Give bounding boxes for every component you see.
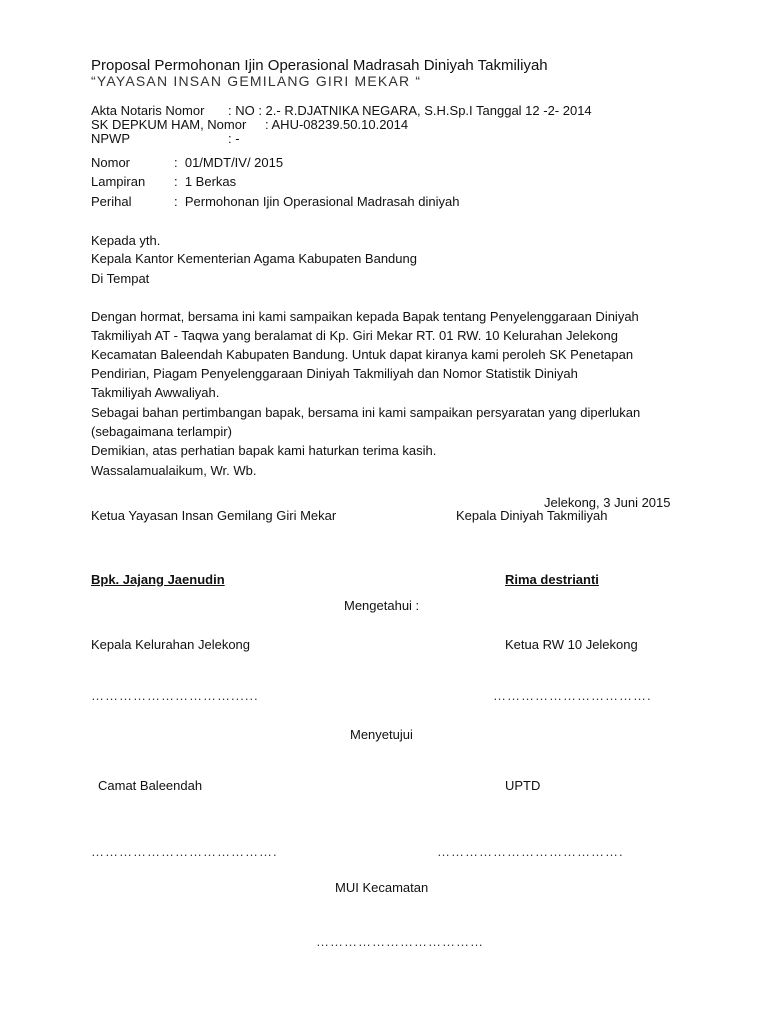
- sk-value: : AHU-08239.50.10.2014: [265, 117, 409, 132]
- signature-line-rw: …………………………….: [493, 688, 652, 703]
- signature-line-camat: ………………………………….: [91, 844, 278, 859]
- sk-label: SK DEPKUM HAM, Nomor: [91, 117, 247, 132]
- document-title: Proposal Permohonan Ijin Operasional Madrasah Diniyah Takmiliyah: [91, 57, 548, 74]
- kelurahan-title: Kepala Kelurahan Jelekong: [91, 637, 251, 652]
- mengetahui-heading: Mengetahui :: [344, 598, 420, 613]
- akta-value: : NO : 2.- R.DJATNIKA NEGARA, S.H.Sp.I Tanggal 12 -2- 2014: [228, 103, 592, 118]
- body-line: Sebagai bahan pertimbangan bapak, bersama ini kami sampaikan persyaratan yang diperlukan: [91, 405, 641, 420]
- nomor-label: Nomor: [91, 155, 131, 170]
- perihal-label: Perihal: [91, 194, 132, 209]
- body-line: Kecamatan Baleendah Kabupaten Bandung. Untuk dapat kiranya kami peroleh SK Penetapan: [91, 347, 634, 362]
- body-line: Dengan hormat, bersama ini kami sampaikan kepada Bapak tentang Penyelenggaraan Diniyah: [91, 309, 639, 324]
- mui-title: MUI Kecamatan: [335, 880, 429, 895]
- menyetujui-heading: Menyetujui: [350, 727, 413, 742]
- body-line: Pendirian, Piagam Penyelenggaraan Diniyah Takmiliyah dan Nomor Statistik Diniyah: [91, 366, 578, 381]
- perihal-value: : Permohonan Ijin Operasional Madrasah diniyah: [174, 194, 460, 209]
- body-line: Takmiliyah Awwaliyah.: [91, 385, 220, 400]
- body-line: Wassalamualaikum, Wr. Wb.: [91, 463, 257, 478]
- signatory-name-left: Bpk. Jajang Jaenudin: [91, 572, 225, 587]
- uptd-title: UPTD: [505, 778, 541, 793]
- camat-title: Camat Baleendah: [98, 778, 203, 793]
- body-line: (sebagaimana terlampir): [91, 424, 232, 439]
- recipient-office: Kepala Kantor Kementerian Agama Kabupaten Bandung: [91, 251, 417, 266]
- recipient-greeting: Kepada yth.: [91, 233, 161, 248]
- akta-label: Akta Notaris Nomor: [91, 103, 205, 118]
- rw-title: Ketua RW 10 Jelekong: [505, 637, 638, 652]
- signatory-name-right: Rima destrianti: [505, 572, 599, 587]
- lampiran-label: Lampiran: [91, 174, 146, 189]
- lampiran-value: : 1 Berkas: [174, 174, 237, 189]
- recipient-location: Di Tempat: [91, 271, 150, 286]
- place-date: Jelekong, 3 Juni 2015: [544, 495, 671, 510]
- signature-line-kelurahan: …………………………......: [91, 688, 259, 703]
- signatory-title-left: Ketua Yayasan Insan Gemilang Giri Mekar: [91, 508, 337, 523]
- npwp-label: NPWP: [91, 131, 130, 146]
- nomor-value: : 01/MDT/IV/ 2015: [174, 155, 284, 170]
- body-line: Takmiliyah AT - Taqwa yang beralamat di Kp. Giri Mekar RT. 01 RW. 10 Kelurahan Jelekong: [91, 328, 619, 343]
- body-line: Demikian, atas perhatian bapak kami haturkan terima kasih.: [91, 443, 437, 458]
- signatory-title-right: Kepala Diniyah Takmiliyah: [456, 508, 608, 523]
- signature-line-mui: ………………………………: [316, 934, 484, 949]
- document-subtitle: “YAYASAN INSAN GEMILANG GIRI MEKAR “: [91, 73, 422, 89]
- npwp-value: : -: [228, 131, 240, 146]
- signature-line-uptd: ………………………………….: [437, 844, 624, 859]
